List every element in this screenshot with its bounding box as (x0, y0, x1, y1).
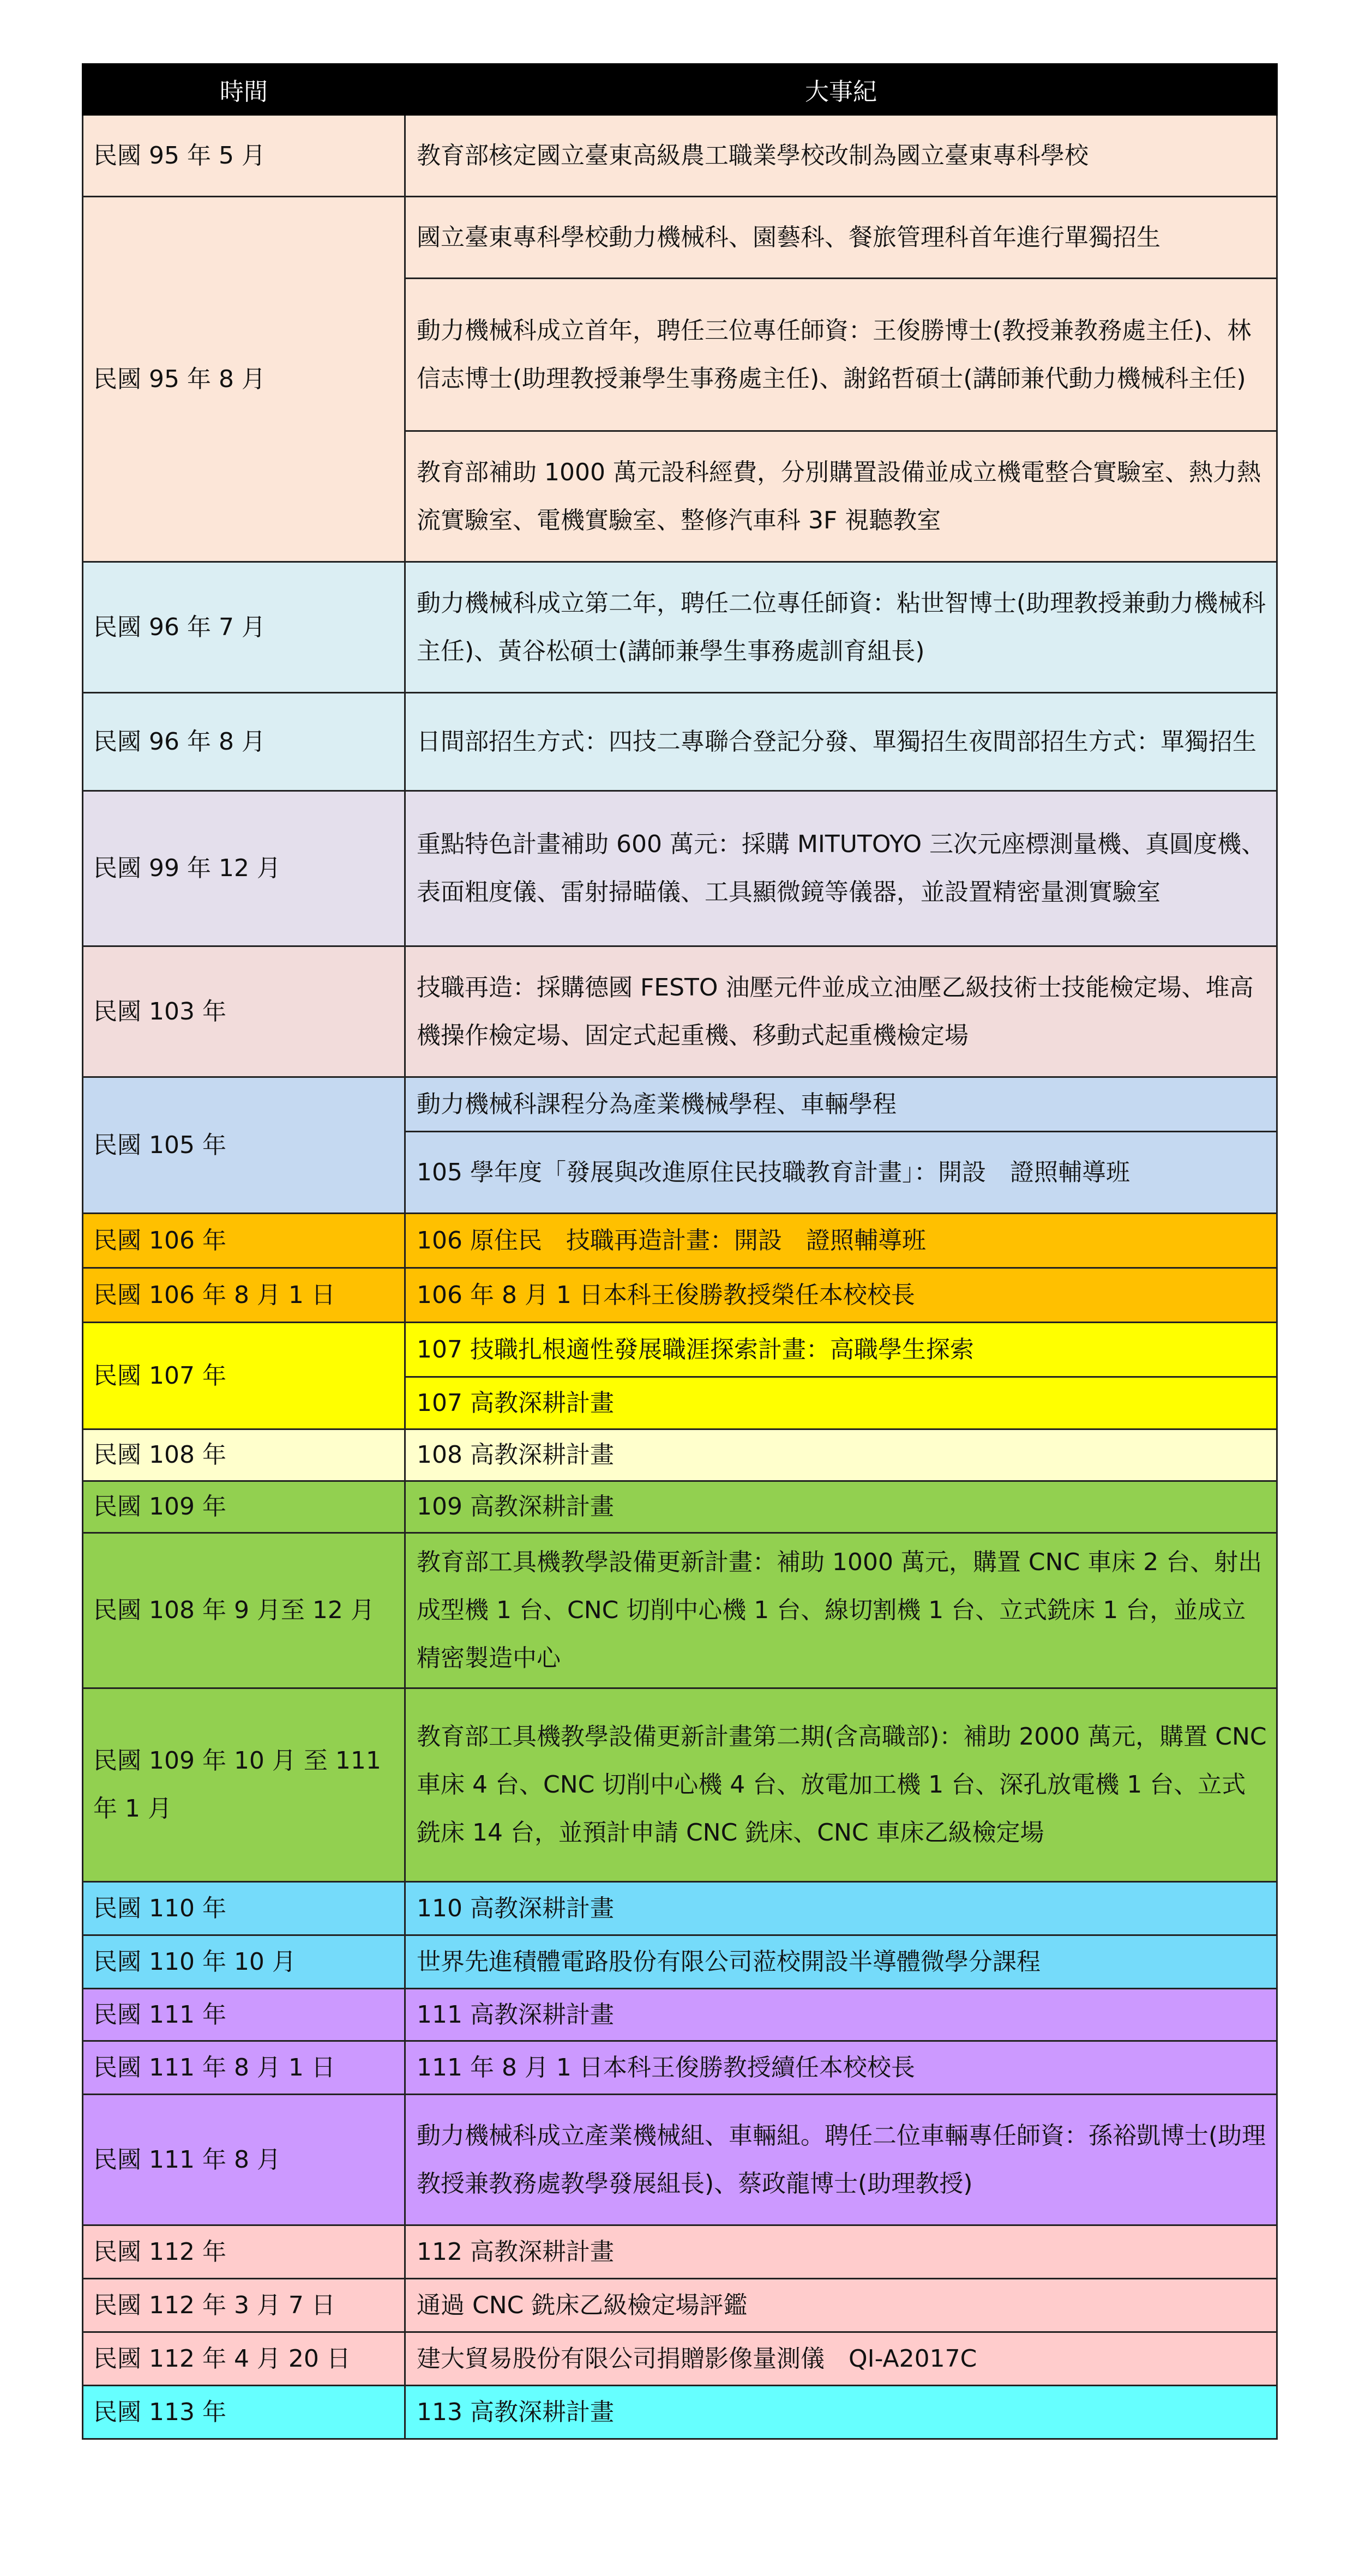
date-cell: 民國 109 年 (83, 1481, 405, 1533)
event-cell: 重點特色計畫補助 600 萬元：採購 MITUTOYO 三次元座標測量機、真圓度機、表面粗度儀、雷射掃瞄儀、工具顯微鏡等儀器，並設置精密量測實驗室 (405, 791, 1277, 946)
event-cell: 教育部工具機教學設備更新計畫：補助 1000 萬元，購置 CNC 車床 2 台、射出成型機 1 台、CNC 切削中心機 1 台、線切割機 1 台、立式銑床 1 台，並成立精密製造中心 (405, 1533, 1277, 1688)
event-cell: 日間部招生方式：四技二專聯合登記分發、單獨招生夜間部招生方式：單獨招生 (405, 693, 1277, 791)
date-cell: 民國 103 年 (83, 946, 405, 1077)
date-cell: 民國 96 年 8 月 (83, 693, 405, 791)
date-cell: 民國 106 年 8 月 1 日 (83, 1268, 405, 1323)
table-row (83, 2225, 1277, 2279)
event-cell: 教育部核定國立臺東高級農工職業學校改制為國立臺東專科學校 (405, 115, 1277, 197)
table-row (83, 1323, 1277, 1377)
event-cell: 通過 CNC 銑床乙級檢定場評鑑 (405, 2279, 1277, 2332)
event-cell: 110 高教深耕計畫 (405, 1882, 1277, 1935)
date-cell: 民國 112 年 4 月 20 日 (83, 2332, 405, 2386)
event-cell: 建大貿易股份有限公司捐贈影像量測儀 QI-A2017C (405, 2332, 1277, 2386)
table-row (83, 2386, 1277, 2439)
event-cell: 107 技職扎根適性發展職涯探索計畫：高職學生探索 (405, 1323, 1277, 1377)
table-row (83, 1214, 1277, 1268)
date-cell: 民國 106 年 (83, 1214, 405, 1268)
header-date: 時間 (83, 64, 405, 115)
event-cell: 動力機械科課程分為產業機械學程、車輛學程 (405, 1077, 1277, 1132)
date-cell: 民國 111 年 8 月 (83, 2095, 405, 2225)
table-row (83, 1429, 1277, 1481)
date-cell: 民國 111 年 (83, 1989, 405, 2041)
event-cell: 動力機械科成立首年，聘任三位專任師資：王俊勝博士(教授兼教務處主任)、林信志博士(助理教授兼學生事務處主任)、謝銘哲碩士(講師兼代動力機械科主任) (405, 279, 1277, 431)
event-cell: 世界先進積體電路股份有限公司蒞校開設半導體微學分課程 (405, 1935, 1277, 1989)
table-row (83, 115, 1277, 197)
date-cell: 民國 95 年 8 月 (83, 197, 405, 562)
event-cell: 108 高教深耕計畫 (405, 1429, 1277, 1481)
date-cell: 民國 112 年 3 月 7 日 (83, 2279, 405, 2332)
event-cell: 112 高教深耕計畫 (405, 2225, 1277, 2279)
date-cell: 民國 113 年 (83, 2386, 405, 2439)
event-cell: 105 學年度「發展與改進原住民技職教育計畫」：開設 證照輔導班 (405, 1132, 1277, 1214)
date-cell: 民國 108 年 9 月至 12 月 (83, 1533, 405, 1688)
table-row (83, 1077, 1277, 1132)
event-cell: 106 原住民 技職再造計畫：開設 證照輔導班 (405, 1214, 1277, 1268)
table-row (83, 2279, 1277, 2332)
table-row (83, 1268, 1277, 1323)
event-cell: 111 年 8 月 1 日本科王俊勝教授續任本校校長 (405, 2041, 1277, 2095)
table-row (83, 1481, 1277, 1533)
date-cell: 民國 110 年 (83, 1882, 405, 1935)
table-row (83, 791, 1277, 946)
table-row (83, 946, 1277, 1077)
table-row (83, 1688, 1277, 1882)
table-row (83, 2041, 1277, 2095)
event-cell: 教育部工具機教學設備更新計畫第二期(含高職部)：補助 2000 萬元，購置 CNC 車床 4 台、CNC 切削中心機 4 台、放電加工機 1 台、深孔放電機 1 台、立式銑床 14 台，並預計申請 CNC 銑床、CNC 車床乙級檢定場 (405, 1688, 1277, 1882)
date-cell: 民國 107 年 (83, 1323, 405, 1429)
date-cell: 民國 109 年 10 月 至 111 年 1 月 (83, 1688, 405, 1882)
event-cell: 109 高教深耕計畫 (405, 1481, 1277, 1533)
date-cell: 民國 112 年 (83, 2225, 405, 2279)
header-row (83, 64, 1277, 115)
date-cell: 民國 111 年 8 月 1 日 (83, 2041, 405, 2095)
event-cell: 111 高教深耕計畫 (405, 1989, 1277, 2041)
table-row (83, 1935, 1277, 1989)
date-cell: 民國 95 年 5 月 (83, 115, 405, 197)
date-cell: 民國 105 年 (83, 1077, 405, 1214)
date-cell: 民國 99 年 12 月 (83, 791, 405, 946)
header-event: 大事紀 (405, 64, 1277, 115)
event-cell: 技職再造：採購德國 FESTO 油壓元件並成立油壓乙級技術士技能檢定場、堆高機操作檢定場、固定式起重機、移動式起重機檢定場 (405, 946, 1277, 1077)
event-cell: 106 年 8 月 1 日本科王俊勝教授榮任本校校長 (405, 1268, 1277, 1323)
event-cell: 動力機械科成立第二年，聘任二位專任師資：粘世智博士(助理教授兼動力機械科主任)、黃谷松碩士(講師兼學生事務處訓育組長) (405, 562, 1277, 693)
table-row (83, 562, 1277, 693)
table-row (83, 2332, 1277, 2386)
table-row (83, 1989, 1277, 2041)
table-row (83, 1533, 1277, 1688)
table-row (83, 1882, 1277, 1935)
table-row (83, 693, 1277, 791)
timeline-table (82, 63, 1278, 2440)
date-cell: 民國 110 年 10 月 (83, 1935, 405, 1989)
date-cell: 民國 96 年 7 月 (83, 562, 405, 693)
event-cell: 國立臺東專科學校動力機械科、園藝科、餐旅管理科首年進行單獨招生 (405, 197, 1277, 279)
event-cell: 動力機械科成立產業機械組、車輛組。聘任二位車輛專任師資：孫裕凱博士(助理教授兼教務處教學發展組長)、蔡政龍博士(助理教授) (405, 2095, 1277, 2225)
table-row (83, 197, 1277, 279)
table-row (83, 2095, 1277, 2225)
event-cell: 107 高教深耕計畫 (405, 1377, 1277, 1429)
date-cell: 民國 108 年 (83, 1429, 405, 1481)
event-cell: 113 高教深耕計畫 (405, 2386, 1277, 2439)
timeline-body (83, 115, 1277, 2439)
event-cell: 教育部補助 1000 萬元設科經費，分別購置設備並成立機電整合實驗室、熱力熱流實驗室、電機實驗室、整修汽車科 3F 視聽教室 (405, 431, 1277, 562)
